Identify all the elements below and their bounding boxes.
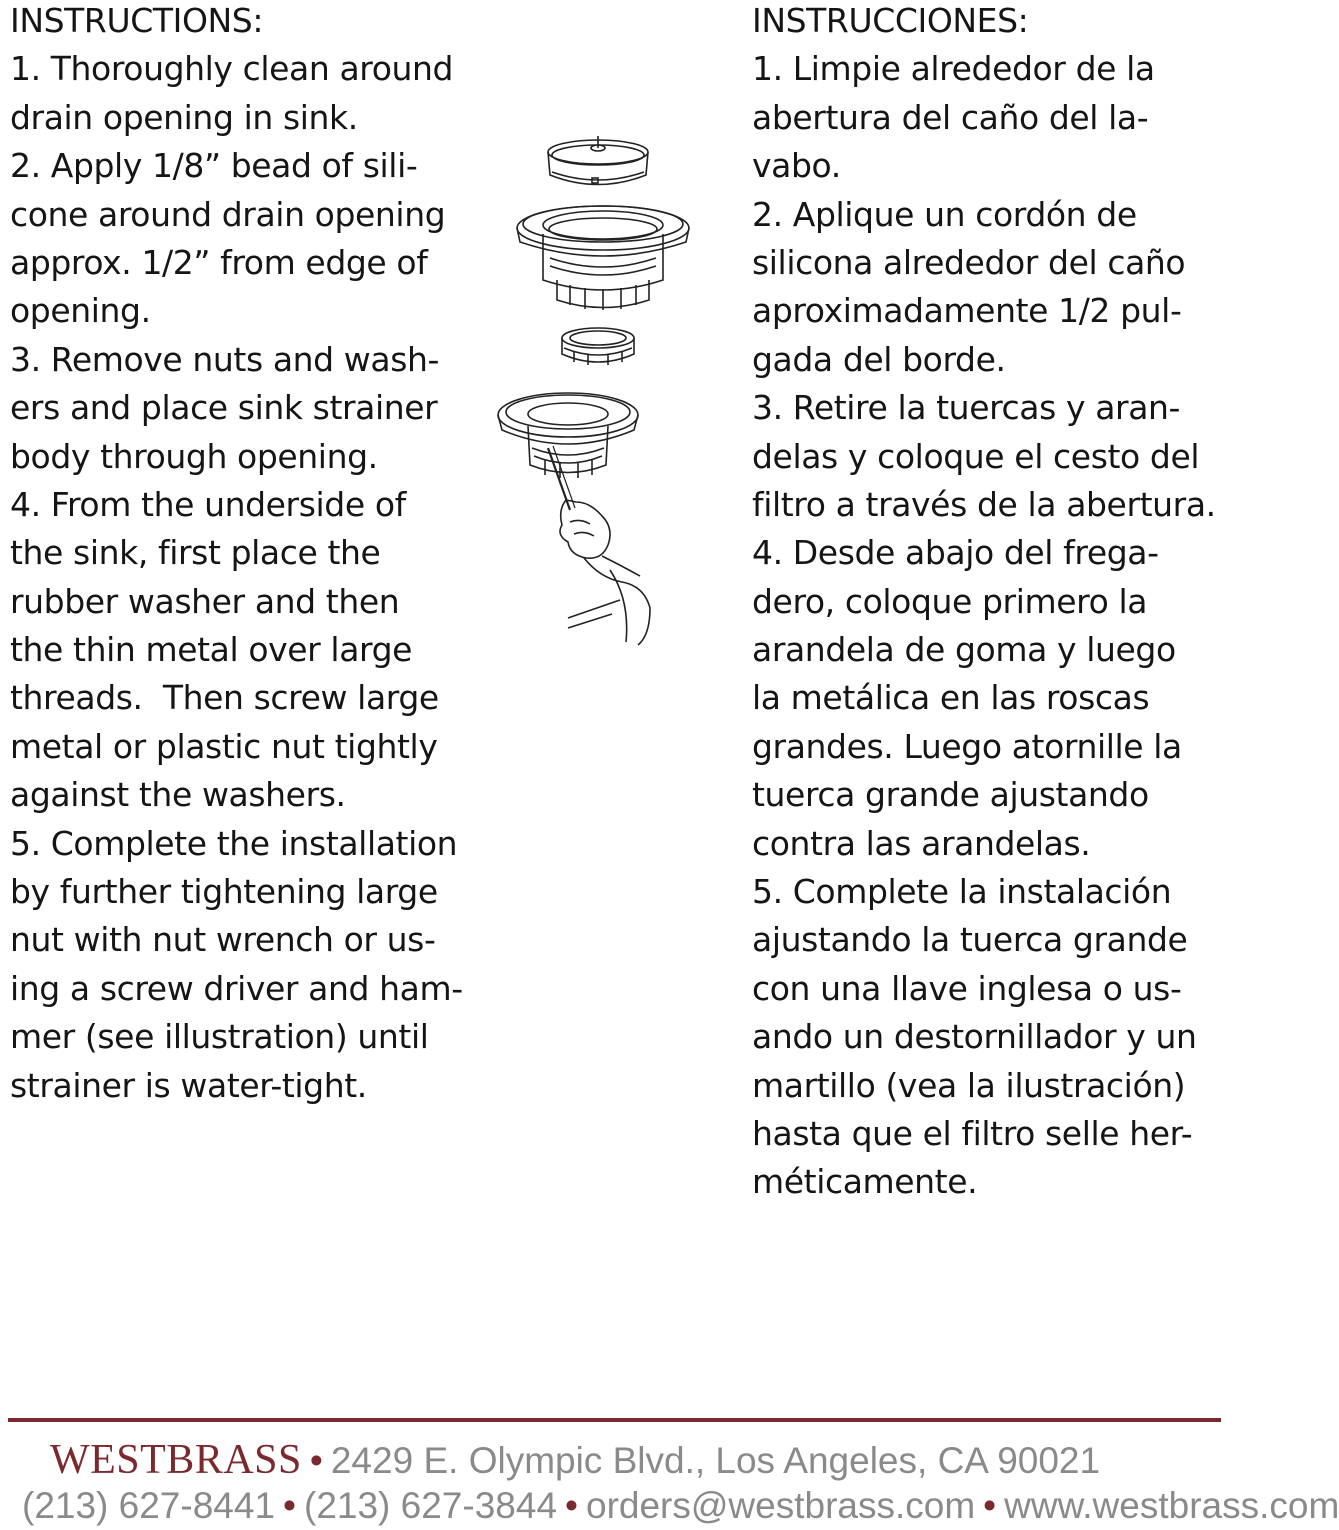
instruction-line: contra las arandelas. (752, 823, 1091, 863)
instruction-line: strainer is water-tight. (10, 1065, 367, 1105)
instruction-line: méticamente. (752, 1162, 978, 1202)
instruction-line: martillo (vea la ilustración) (752, 1065, 1186, 1105)
instruction-line: 3. Remove nuts and wash- (10, 339, 440, 379)
brand-name: WESTBRASS (50, 1437, 302, 1483)
bullet-separator: • (283, 1485, 296, 1526)
instruction-line: ajustando la tuerca grande (752, 920, 1188, 960)
phone-number: (213) 627-8441 (22, 1485, 276, 1526)
bullet-separator: • (309, 1440, 323, 1481)
instruction-line: silicona alrededor del caño (752, 242, 1186, 282)
instruction-line: threads. Then screw large (10, 678, 439, 718)
strainer-body-icon (517, 206, 689, 310)
instruction-line: aproximadamente 1/2 pul- (752, 291, 1182, 331)
instruction-line: rubber washer and then (10, 581, 400, 621)
instruction-line: filtro a través de la abertura. (752, 484, 1216, 524)
bullet-separator: • (565, 1485, 578, 1526)
instruction-line: con una llave inglesa o us- (752, 968, 1182, 1008)
instruction-line: nut with nut wrench or us- (10, 920, 436, 960)
instruction-line: abertura del caño del la- (752, 97, 1149, 137)
instruction-line: delas y coloque el cesto del (752, 436, 1200, 476)
assembled-strainer-icon (498, 393, 638, 478)
instruction-line: 4. Desde abajo del frega- (752, 533, 1159, 573)
instruction-line: dero, coloque primero la (752, 581, 1148, 621)
instruction-line: drain opening in sink. (10, 97, 358, 137)
footer-contact-line (22, 1482, 1339, 1530)
instruction-line: 2. Apply 1/8” bead of sili- (10, 146, 418, 186)
instruction-line: 1. Limpie alrededor de la (752, 49, 1155, 89)
english-instructions (10, 0, 490, 1110)
instruction-line: tuerca grande ajustando (752, 775, 1149, 815)
fax-number: (213) 627-3844 (304, 1485, 558, 1526)
footer-divider (8, 1418, 1221, 1422)
website-link[interactable]: www.westbrass.com (1004, 1485, 1339, 1526)
instruction-line: approx. 1/2” from edge of (10, 242, 428, 282)
nut-washer-icon (562, 328, 634, 365)
instruction-line: 2. Aplique un cordón de (752, 194, 1137, 234)
instruction-line: cone around drain opening (10, 194, 446, 234)
instructions-heading: INSTRUCCIONES: (752, 1, 1029, 40)
email-link[interactable]: orders@westbrass.com (586, 1485, 976, 1526)
instruction-line: 5. Complete the installation (10, 823, 458, 863)
instruction-line: vabo. (752, 146, 841, 186)
company-address: 2429 E. Olympic Blvd., Los Angeles, CA 90021 (330, 1440, 1101, 1481)
hand-with-hammer-icon (560, 500, 650, 645)
sink-strainer-assembly-icon (490, 130, 730, 650)
footer-address-line (50, 1436, 1100, 1485)
instruction-line: the thin metal over large (10, 630, 413, 670)
instruction-line: grandes. Luego atornille la (752, 726, 1182, 766)
instruction-line: ando un destornillador y un (752, 1017, 1197, 1057)
instruction-line: la metálica en las roscas (752, 678, 1150, 718)
instruction-line: body through opening. (10, 436, 378, 476)
instruction-line: mer (see illustration) until (10, 1017, 429, 1057)
bullet-separator: • (983, 1485, 997, 1526)
instruction-line: gada del borde. (752, 339, 1006, 379)
instruction-line: 3. Retire la tuercas y aran- (752, 388, 1181, 428)
instruction-line: 1. Thoroughly clean around (10, 49, 454, 89)
instruction-line: ers and place sink strainer (10, 388, 438, 428)
instruction-line: 4. From the underside of (10, 484, 406, 524)
instruction-line: metal or plastic nut tightly (10, 726, 438, 766)
instructions-heading: INSTRUCTIONS: (10, 1, 264, 40)
instruction-line: the sink, first place the (10, 533, 381, 573)
instruction-line: against the washers. (10, 775, 346, 815)
strainer-basket-icon (548, 136, 648, 185)
instruction-line: by further tightening large (10, 872, 438, 912)
instruction-line: 5. Complete la instalación (752, 872, 1172, 912)
spanish-instructions (752, 0, 1222, 1207)
instruction-line: arandela de goma y luego (752, 630, 1176, 670)
instruction-line: hasta que el filtro selle her- (752, 1113, 1193, 1153)
instruction-line: opening. (10, 291, 151, 331)
instruction-line: ing a screw driver and ham- (10, 968, 463, 1008)
